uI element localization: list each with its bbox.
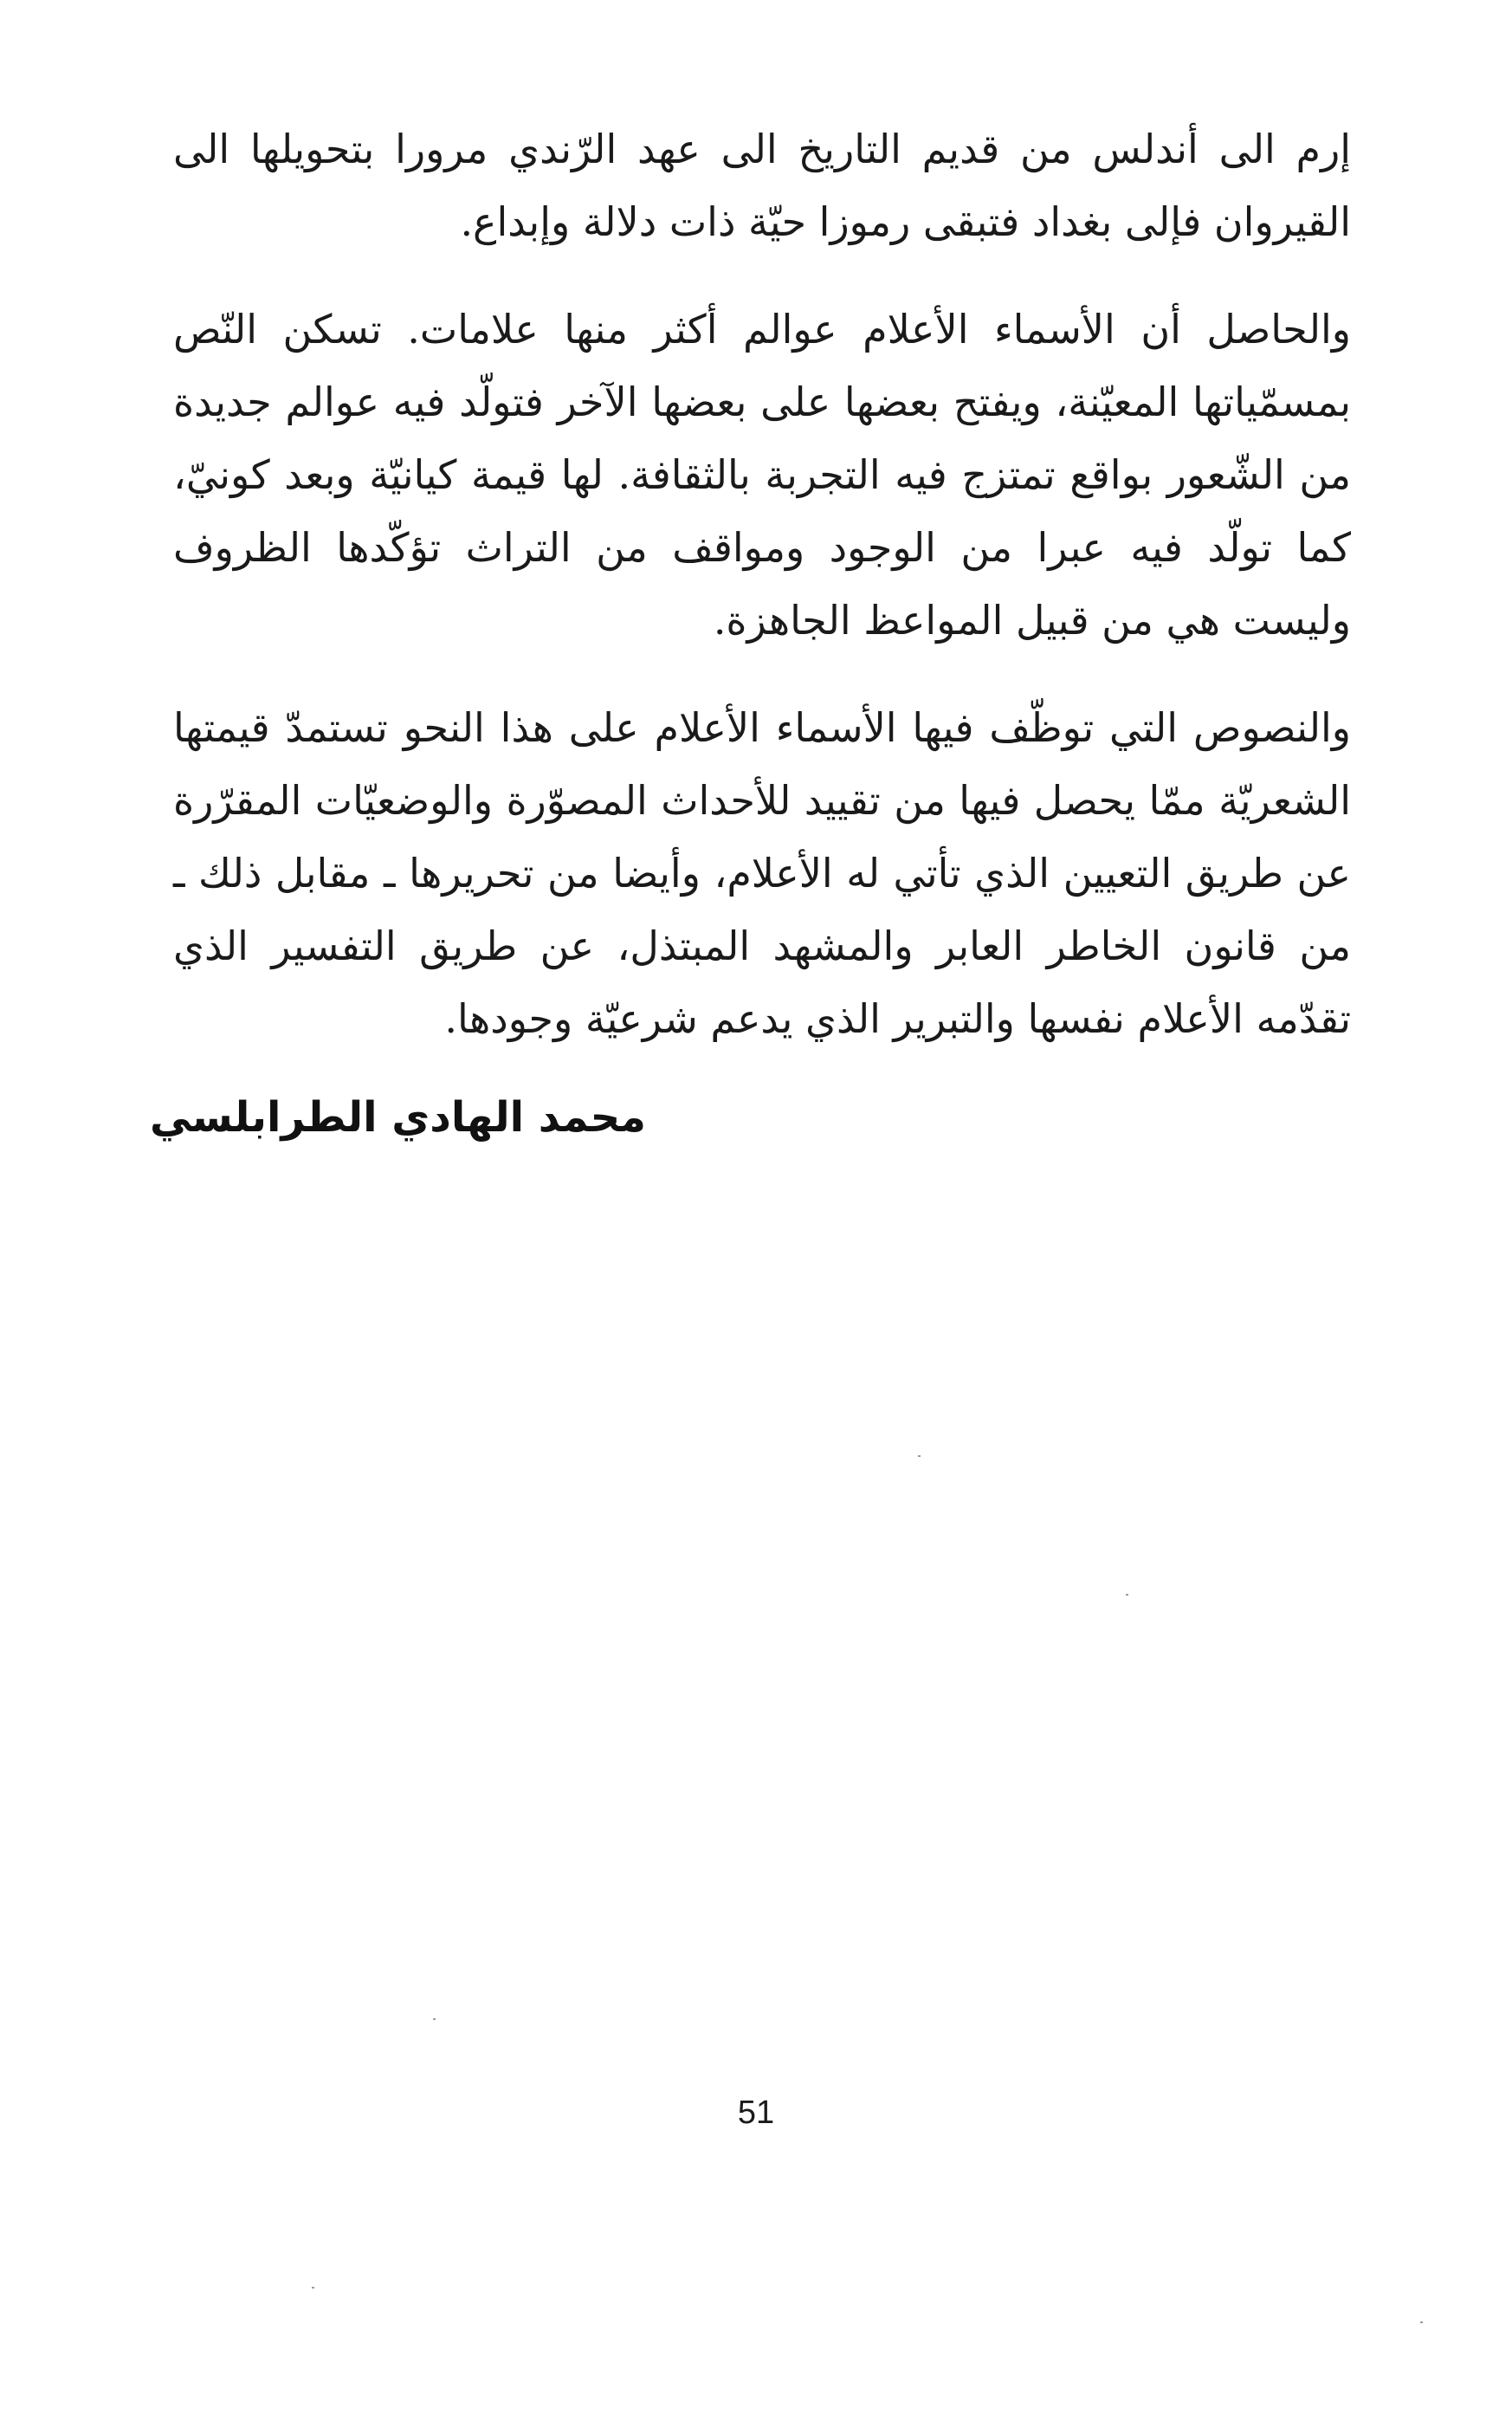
scan-speck	[1420, 2321, 1423, 2323]
paragraph-3: والنصوص التي توظّف فيها الأسماء الأعلام على هذا النحو تستمدّ قيمتها الشعريّة ممّا يحصل فيها من تقييد للأحداث المصوّرة والوضعيّات المقرّرة عن طريق التعيين الذي تأتي له الأعلام، وأيضا من تحريرها ـ مقابل ذلك ـ من قانون الخاطر العابر والمشهد المبتذل، عن طريق التفسير الذي تقدّمه الأعلام نفسها والتبرير الذي يدعم شرعيّة وجودها.	[173, 704, 1351, 1042]
scan-speck	[918, 1455, 921, 1457]
page-number: 51	[737, 2095, 775, 2131]
author-signature: محمد الهادي الطرابلسي	[149, 1093, 646, 1142]
scan-speck	[433, 2018, 436, 2020]
scan-speck	[1126, 1594, 1128, 1596]
scan-speck	[312, 2287, 314, 2289]
paragraph-1: إرم الى أندلس من قديم التاريخ الى عهد الرّندي مرورا بتحويلها الى القيروان فإلى بغداد فتبقى رموزا حيّة ذات دلالة وإبداع.	[173, 126, 1351, 245]
body-text	[173, 113, 1351, 1090]
paragraph-2: والحاصل أن الأسماء الأعلام عوالم أكثر منها علامات. تسكن النّص بمسمّياتها المعيّنة، ويفتح بعضها على بعضها الآخر فتولّد فيه عوالم جديدة من الشّعور بواقع تمتزج فيه التجربة بالثقافة. لها قيمة كيانيّة وبعد كونيّ، كما تولّد فيه عبرا من الوجود ومواقف من التراث تؤكّدها الظروف وليست هي من قبيل المواعظ الجاهزة.	[173, 306, 1351, 644]
